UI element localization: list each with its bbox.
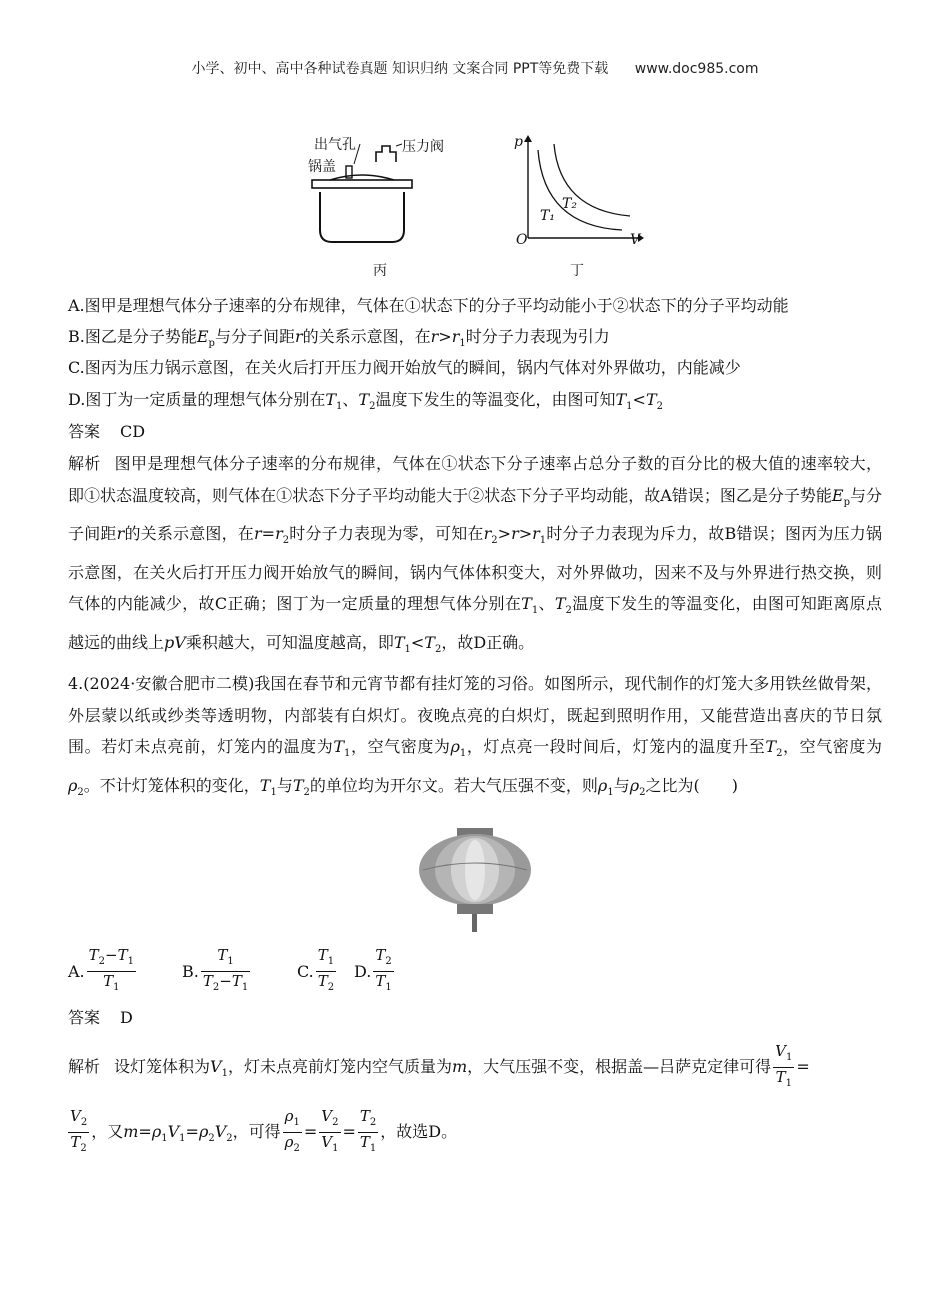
- origin-label: O: [516, 232, 528, 248]
- q4-stem: 4.(2024·安徽合肥市二模)我国在春节和元宵节都有挂灯笼的习俗。如图所示，现代制作的灯笼大多用铁丝做骨架，外层蒙以纸或纱类等透明物，内部装有白炽灯。夜晚点亮的白炽灯，既起到照明作用，又能营造出喜庆的节日氛围。若灯未点亮前，灯笼内的温度为$T_1$，空气密度为$\rho_1$，灯点亮一段时间后，灯笼内的温度升至$T_2$，空气密度为$\rho_2$。不计灯笼体积的变化，$T_1$与$T_2$的单位均为开尔文。若大气压强不变，则$\rho_1$与$\rho_2$之比为( ): [68, 674, 882, 798]
- curve-t2-label: T₂: [562, 196, 577, 212]
- q3-analysis: 解析 图甲是理想气体分子速率的分布规律，气体在①状态下分子速率占总分子数的百分比的极大值的速率较大，即①状态温度较高，则气体在①状态下分子平均动能大于②状态下分子平均动能，故A错误；图乙是分子势能$E_p$与分子间距r的关系示意图，在$r=r_2$时分子力表现为零，可知在$r_2>r>r_1$时分子力表现为斥力，故B错误；图丙为压力锅示意图，在关火后打开压力阀开始放气的瞬间，锅内气体体积变大，对外界做功，因来不及与外界进行热交换，则气体的内能减少，故C正确；图丁为一定质量的理想气体分别在$T_1$、$T_2$温度下发生的等温变化，由图可知距离原点越远的曲线上pV乘积越大，可知温度越高，即$T_1<T_2$，故D正确。: [68, 454, 882, 656]
- q3-option-a: A.图甲是理想气体分子速率的分布规律，气体在①状态下的分子平均动能小于②状态下的分子平均动能: [68, 296, 789, 315]
- caption-bing: 丙: [373, 263, 387, 279]
- page-header: [0, 58, 950, 78]
- q4-analysis: 解析 设灯笼体积为$V_1$，灯未点亮前灯笼内空气质量为m，大气压强不变，根据盖—吕萨克定律可得 $\frac{V_1}{T_1}$ = $\frac{V_2}{T_2}$ ，又$m=\rho_1V_1=\rho_2V_2$，可得 $\frac{\rho_1}{\rho_2}$ = $\frac{V_2}{V_1}$ = $\frac{T_2}{T_1}$ ，故选D。: [68, 1042, 810, 1155]
- label-lid: 锅盖: [308, 159, 336, 175]
- q4-answer: 答案 D: [68, 1008, 133, 1027]
- axis-v-label: V: [630, 232, 641, 248]
- axis-p-label: p: [514, 134, 523, 150]
- q4-option-d: D. $\frac{T_2}{T_1}$: [354, 946, 392, 993]
- figure-pressure-cooker: [300, 130, 460, 280]
- curve-t1-label: T₁: [540, 208, 555, 224]
- header-url[interactable]: www.doc985.com: [634, 61, 759, 77]
- q4-option-c: C. $\frac{T_1}{T_2}$: [297, 946, 335, 993]
- q4-option-a: A. $\frac{T_2-T_1}{T_1}$: [68, 946, 134, 993]
- lantern-image: [415, 826, 535, 934]
- q3-option-c: C.图丙为压力锅示意图，在关火后打开压力阀开始放气的瞬间，锅内气体对外界做功，内能减少: [68, 358, 741, 377]
- figure-isotherms: [510, 130, 650, 280]
- q4-options: [68, 946, 468, 998]
- label-outlet: 出气孔: [314, 137, 356, 153]
- q4-option-b: B. $\frac{T_1}{T_2-T_1}$: [182, 946, 249, 993]
- q3-option-b: B.图乙是分子势能$E_p$与分子间距r的关系示意图，在$r>r_1$时分子力表现为引力: [68, 327, 610, 350]
- q3-option-d: D.图丁为一定质量的理想气体分别在$T_1$、$T_2$温度下发生的等温变化，由图可知$T_1<T_2$: [68, 390, 663, 413]
- caption-ding: 丁: [570, 263, 584, 279]
- q3-answer: 答案 CD: [68, 422, 146, 441]
- label-valve: 压力阀: [402, 139, 444, 155]
- header-text: 小学、初中、高中各种试卷真题 知识归纳 文案合同 PPT等免费下载: [191, 61, 609, 77]
- lantern-figure: [415, 826, 535, 934]
- isotherm-graph: [510, 130, 650, 280]
